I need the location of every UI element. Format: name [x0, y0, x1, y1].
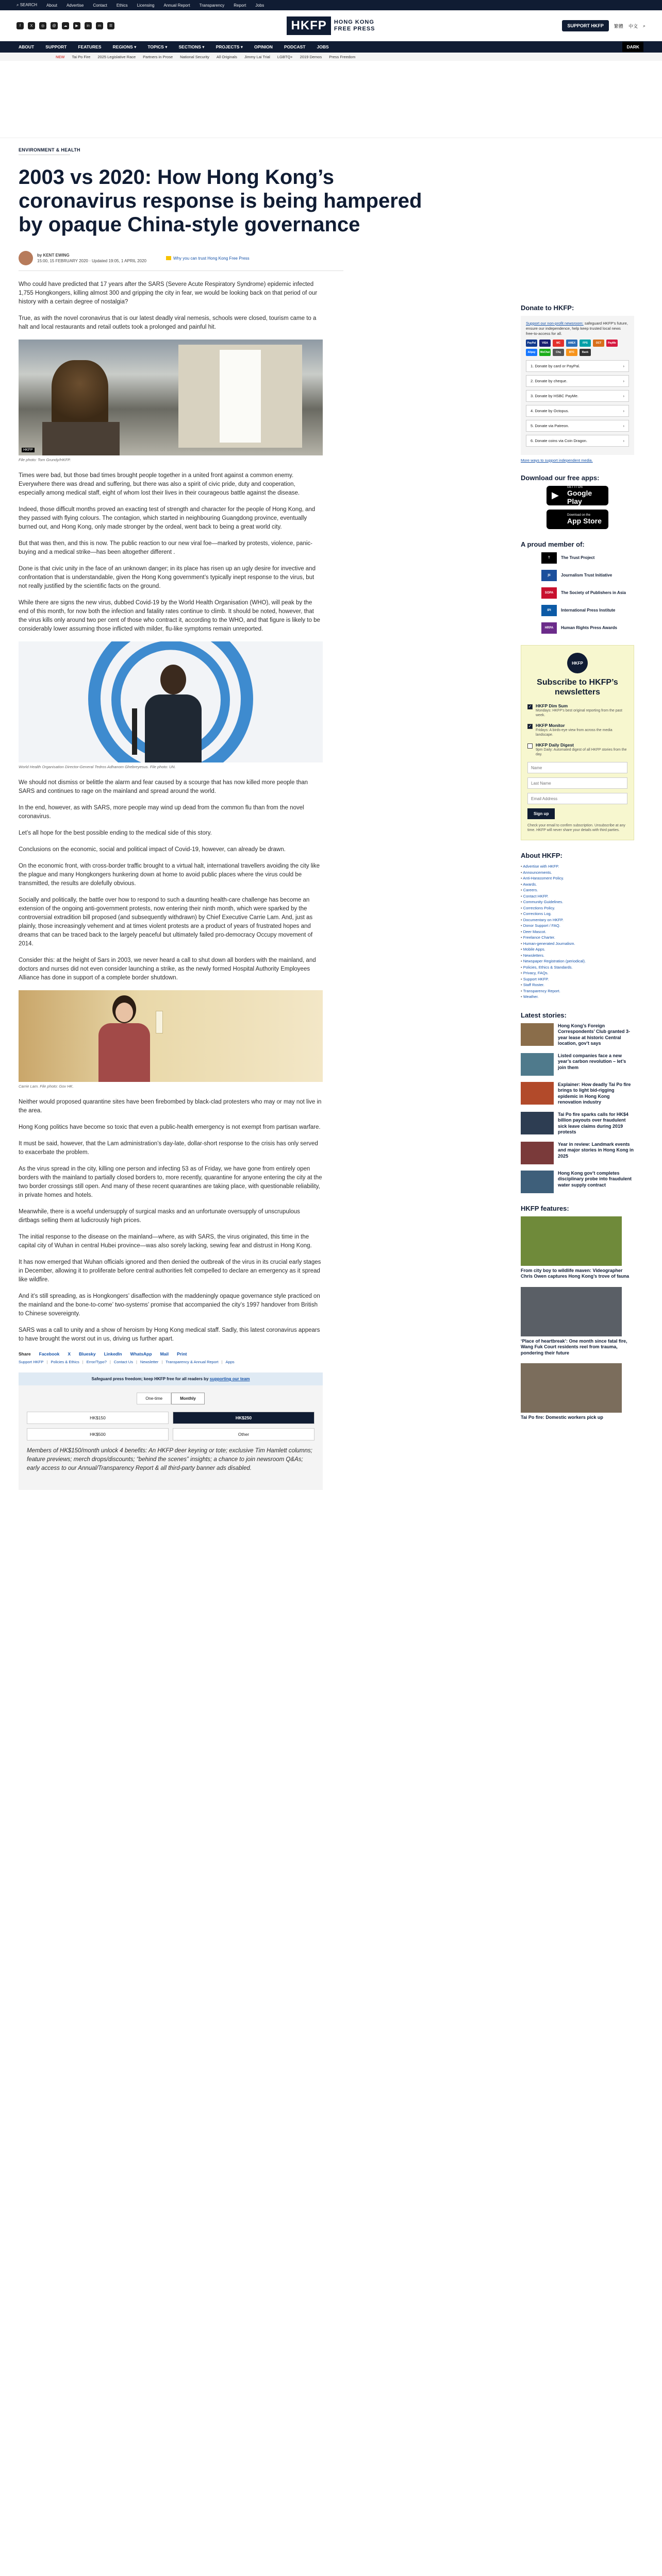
search-label: SEARCH — [20, 3, 38, 7]
donate-option-octopus[interactable] — [526, 405, 629, 417]
instagram-icon[interactable]: ◎ — [39, 22, 46, 29]
donate-option-coin[interactable] — [526, 435, 629, 447]
member-logo: HRPA — [541, 622, 557, 634]
photo-caption: World Health Organisation Director-General Tedros Adhanom Ghebreyesus. File photo: UN. — [19, 765, 176, 769]
paragraph: Conclusions on the economic, social and political impact of Covid-19, however, can already be drawn. — [19, 846, 286, 853]
amount-option[interactable]: HK$150 — [27, 1412, 169, 1424]
fps-icon: FPS — [580, 340, 591, 347]
about-link[interactable]: • Newsletters. — [521, 953, 634, 959]
story-thumbnail[interactable] — [521, 1023, 554, 1046]
about-link[interactable]: • Documentary on HKFP. — [521, 917, 634, 923]
share-facebook[interactable]: Facebook — [39, 1351, 60, 1357]
donate-text: safeguard HKFP’s future, ensure our independence, help keep trusted local news free-to-access for all. — [526, 321, 628, 336]
donate-option-label: 6. Donate coins via Coin Dragon. — [531, 438, 588, 443]
story-thumbnail[interactable] — [521, 1142, 554, 1164]
nav-jobs[interactable]: JOBS — [317, 44, 329, 49]
chevron-right-icon: › — [623, 438, 624, 443]
paragraph: As the virus spread in the city, killing one person and infecting 53 as of Friday, we have gone from entirely open borders with the mainland to partially closed borders to, more recently, quarantine for anyone entering the city at the two border crossings still open. And many of these recent quarantines are taking place, with questionable reliability, in private homes and hotels. — [19, 1166, 322, 1198]
article-body — [19, 271, 323, 1490]
utility-link-about[interactable]: About — [46, 3, 57, 8]
site-logo[interactable] — [287, 16, 375, 35]
about-list — [521, 863, 634, 1000]
app-store-badge[interactable] — [547, 510, 608, 529]
author-avatar[interactable] — [19, 251, 33, 265]
story-thumbnail[interactable] — [521, 1171, 554, 1193]
latest-story[interactable] — [521, 1112, 634, 1136]
search-link[interactable]: ⌕ SEARCH — [16, 3, 38, 7]
trust-icon — [166, 256, 171, 260]
signup-button[interactable]: Sign up — [527, 808, 555, 819]
amount-option[interactable]: HK$500 — [27, 1428, 169, 1440]
member-list — [521, 552, 634, 634]
nav-topics[interactable]: TOPICS ▾ — [147, 44, 168, 49]
story-title[interactable]: Hong Kong’s Foreign Correspondents’ Club granted 3-year lease at historic Central location, gov’t says — [558, 1023, 631, 1046]
site-header — [0, 10, 662, 41]
support-hkfp-button[interactable]: SUPPORT HKFP — [562, 20, 609, 31]
trending-link[interactable]: National Security — [180, 54, 209, 59]
donate-title: Donate to HKFP: — [521, 304, 574, 312]
newsletter-checkbox[interactable]: ✓ — [528, 704, 532, 709]
donate-description — [526, 321, 629, 336]
one-time-option[interactable]: One-time — [137, 1393, 171, 1404]
badge-big-text: Google Play — [567, 489, 592, 505]
ad-space — [0, 61, 662, 138]
header-actions — [375, 20, 646, 31]
monthly-option[interactable]: Monthly — [171, 1393, 205, 1404]
paragraph: Meanwhile, there is a woeful undersupply of surgical masks and an unfortunate oversupply of unscrupulous dirtbags selling them at ludicrously high prices. — [19, 1209, 300, 1224]
nav-regions[interactable]: REGIONS ▾ — [112, 44, 137, 49]
trending-bar — [0, 53, 662, 61]
member-logo: T — [541, 552, 557, 564]
feature-image[interactable] — [521, 1287, 622, 1336]
member-item[interactable] — [521, 622, 634, 634]
nav-sections[interactable]: SECTIONS ▾ — [178, 44, 205, 49]
youtube-icon[interactable]: ▶ — [73, 22, 80, 29]
utility-link-ethics[interactable]: Ethics — [116, 3, 128, 8]
amount-option-selected[interactable]: HK$250 — [173, 1412, 315, 1424]
trending-link[interactable]: Jimmy Lai Trial — [244, 54, 270, 59]
story-title[interactable]: Explainer: How deadly Tai Po fire brings to light bid-rigging epidemic in Hong Kong renovation industry — [558, 1081, 631, 1105]
share-mail[interactable]: Mail — [160, 1351, 169, 1357]
latest-story[interactable] — [521, 1171, 634, 1193]
author-name[interactable]: by KENT EWING — [37, 253, 70, 258]
utility-link-advertise[interactable]: Advertise — [66, 3, 84, 8]
member-logo: IPI — [541, 605, 557, 616]
paragraph: It must be said, however, that the Lam administration’s day-late, dollar-short response to the crisis has only served to exacerbate the problem. — [19, 1141, 318, 1156]
new-tag: NEW — [56, 54, 65, 59]
newsletter-options — [527, 703, 627, 757]
newsletter-name: HKFP Daily Digest — [536, 742, 574, 748]
about-link[interactable]: • Staff Roster. — [521, 982, 634, 988]
main-nav — [0, 41, 662, 53]
visa-icon: VISA — [539, 340, 551, 347]
trending-link[interactable]: LGBTQ+ — [277, 54, 293, 59]
photo-caption: Carrie Lam. File photo: Gov HK. — [19, 1084, 74, 1089]
latest-title: Latest stories: — [521, 1011, 567, 1019]
features-title: HKFP features: — [521, 1204, 569, 1212]
chevron-right-icon: › — [623, 364, 624, 368]
byline-dates: 15:00, 15 FEBRUARY 2020 · Updated 19:05, 1 APRIL 2020 — [37, 259, 147, 263]
utility-link-annual-report[interactable]: Annual Report — [163, 3, 190, 8]
donate-option-cheque[interactable] — [526, 375, 629, 387]
paragraph: True, as with the novel coronavirus that is our latest deadly viral nemesis, schools were closed, tourism came to a halt and local restaurants and retail outlets took a prolonged and painful hit. — [19, 315, 317, 330]
newsletter-name: HKFP Monitor — [536, 723, 565, 728]
article-headline: 2003 vs 2020: How Hong Kong’s coronavirus response is being hampered by opaque China-style governance — [19, 166, 422, 236]
rss-icon[interactable]: ☰ — [107, 22, 114, 29]
donate-option-patreon[interactable] — [526, 420, 629, 432]
google-play-badge[interactable] — [547, 486, 608, 505]
badge-small-text: Download on the — [567, 514, 591, 517]
member-item[interactable] — [521, 605, 634, 616]
figure-2 — [19, 641, 323, 769]
chevron-right-icon: › — [623, 423, 624, 428]
donate-option-label: 5. Donate via Patreon. — [531, 423, 569, 428]
member-logo: jti — [541, 570, 557, 581]
figure-3 — [19, 990, 323, 1089]
newsletter-desc: 9pm Daily: Automated digest of all HKFP stories from the day. — [536, 748, 627, 756]
about-link[interactable]: • Community Guidelines. — [521, 899, 634, 905]
about-title: About HKFP: — [521, 852, 562, 859]
article-header — [0, 138, 662, 271]
feature-title[interactable]: Tai Po fire: Domestic workers pick up — [521, 1415, 603, 1420]
donate-option-label: 1. Donate by card or PayPal. — [531, 364, 580, 368]
mastodon-icon[interactable]: m — [96, 22, 103, 29]
paragraph: It has now emerged that Wuhan officials ignored and then denied the outbreak of the virus in its crucial early stages in December, allowing it to proliferate before central authorities felt compelled to declare an emergency as it spread like wildfire. — [19, 1259, 321, 1283]
footer-link[interactable]: Apps — [225, 1360, 235, 1364]
latest-story[interactable] — [521, 1082, 634, 1106]
photo-caption: File photo: Tom Grundy/HKFP. — [19, 457, 71, 462]
utility-link-licensing[interactable]: Licensing — [137, 3, 155, 8]
newsletter-checkbox[interactable] — [527, 743, 533, 749]
newsletter-title: Subscribe to HKFP’s newsletters — [537, 678, 618, 697]
utility-bar — [0, 0, 662, 10]
share-print[interactable]: Print — [177, 1351, 187, 1357]
latest-widget — [521, 1011, 634, 1193]
logo-text — [334, 19, 375, 32]
apps-widget — [521, 474, 634, 529]
photo-credit-tag: HKFP — [22, 448, 35, 452]
facebook-icon[interactable]: f — [16, 22, 24, 29]
paragraph: Let’s all hope for the best possible ending to the medical side of this story. — [19, 830, 212, 836]
donate-option-label: 3. Donate by HSBC PayMe. — [531, 394, 578, 398]
latest-story[interactable] — [521, 1023, 634, 1047]
name-field[interactable] — [527, 762, 627, 773]
amount-options — [27, 1412, 315, 1440]
donate-link[interactable]: Support our non-profit newsroom: — [526, 321, 584, 326]
newsletter-desc: Fridays: A birds-eye view from across the media landscape. — [536, 728, 613, 737]
story-title[interactable]: Hong Kong gov’t completes disciplinary probe into fraudulent water supply contract — [558, 1170, 632, 1188]
sun-yat-sen-bust-photo[interactable] — [19, 340, 323, 455]
share-bluesky[interactable]: Bluesky — [78, 1351, 96, 1357]
about-link[interactable]: • Newspaper Registration (periodical). — [521, 958, 634, 964]
paragraph: Socially and politically, the battle over how to respond to such a daunting health-care challenge has become an extension of the ongoing anti-government protests, now entering their ninth month, which were sparked by the controversial extradition bill proposed (and subsequently withdrawn) by Chief Executive Carrie Lam. And, just as plainly, those increasingly vehement and at times violent protests are a product of years of frustrated hopes and dreams that can be traced back to the largely peaceful but ultimately failed pro-democracy Occupy movement of 2014. — [19, 897, 313, 947]
latest-story[interactable] — [521, 1053, 634, 1076]
byline — [19, 251, 359, 265]
nav-about[interactable]: ABOUT — [19, 44, 35, 49]
frequency-toggle — [27, 1393, 315, 1404]
trending-link[interactable]: 2025 Legislative Race — [97, 54, 136, 59]
paragraph: And it’s still spreading, as is Hongkongers’ disaffection with the maddeningly opaque governance style practiced on the mainland and the bone-to-come’ two-systems’ promise that accompanied the city’s 1997 handover from British to Chinese sovereignty. — [19, 1293, 320, 1317]
paragraph: SARS was a call to unity and a show of heroism by Hong Kong medical staff. Sadly, this latest coronavirus appears to have brought the worst out in us, driving us further apart. — [19, 1327, 320, 1342]
members-widget — [521, 540, 634, 634]
badge-big-text: App Store — [567, 517, 602, 525]
nav-podcast[interactable]: PODCAST — [284, 44, 306, 49]
footer-link[interactable]: Policies & Ethics — [51, 1360, 79, 1364]
tedros-photo[interactable] — [19, 641, 323, 762]
paragraph: In the end, however, as with SARS, more people may wind up dead from the common flu than from the novel coronavirus. — [19, 805, 304, 820]
email-field[interactable] — [527, 793, 627, 804]
footer-link[interactable]: Transparency & Annual Report — [166, 1360, 219, 1364]
about-link[interactable]: • Weather. — [521, 994, 634, 1000]
bluesky-icon[interactable]: ☁ — [62, 22, 69, 29]
story-thumbnail[interactable] — [521, 1053, 554, 1076]
trust-promo-link[interactable] — [166, 256, 250, 261]
paragraph: Who could have predicted that 17 years after the SARS (Severe Acute Respiratory Syndrome) epidemic infected 1,755 Hongkongers, killing almost 300 and gripping the city in fear, we would be looking back on that period of our history with a certain degree of nostalgia? — [19, 281, 318, 305]
paragraph: But that was then, and this is now. The public reaction to our new viral foe—marked by protests, violence, panic-buying and a medical strike—has been altogether different . — [19, 540, 312, 555]
x-icon[interactable]: X — [28, 22, 35, 29]
lang-chinese-link[interactable]: 中文 — [628, 23, 638, 29]
utility-link-jobs[interactable]: Jobs — [255, 3, 264, 8]
utility-link-transparency[interactable]: Transparency — [199, 3, 225, 8]
members-title: A proud member of: — [521, 540, 585, 548]
amex-icon: AMEX — [566, 340, 577, 347]
utility-link-report[interactable]: Report — [234, 3, 246, 8]
logo-text-line-1: HONG KONG — [334, 19, 374, 25]
mastercard-icon: MC — [553, 340, 564, 347]
newsletter-option[interactable] — [527, 742, 627, 757]
features-widget — [521, 1205, 634, 1421]
paragraph: We should not dismiss or belittle the alarm and fear caused by a scourge that has now killed more people than SARS and continues to rage on the mainland and spread around the world. — [19, 779, 308, 794]
paragraph: The initial response to the disease on the mainland—where, as with SARS, the virus originated, this time in the capital city of Wuhan in central Hubei province—was also sorely lacking, sewing fear and distrust in Hong Kong. — [19, 1234, 312, 1249]
share-row — [19, 1351, 323, 1357]
content-layout — [0, 271, 662, 1490]
about-link[interactable]: • Advertise with HKFP. — [521, 863, 634, 870]
support-banner-link[interactable]: supporting our team — [209, 1377, 250, 1381]
newsletter-name: HKFP Dim Sum — [536, 703, 568, 708]
member-name: International Press Institute — [561, 608, 616, 613]
story-title[interactable]: Year in review: Landmark events and major stories in Hong Kong in 2025 — [558, 1141, 634, 1159]
about-link[interactable]: • Mobile Apps. — [521, 946, 634, 953]
trust-promo-label: Why you can trust Hong Kong Free Press — [173, 256, 250, 261]
sidebar — [521, 271, 634, 1432]
paragraph: While there are signs the new virus, dubbed Covid-19 by the World Health Organisation (WHO), will peak by the end of this month, for now both the infection and fatality rates continue to climb. It should be noted, however, that the virus kills only around two per cent of those who contract it, according to the WHO, and that figure is likely to be considerably lower assuming those inflicted with milder, flu-like symptoms remain unreported. — [19, 600, 320, 632]
support-banner — [19, 1372, 323, 1385]
trending-link[interactable]: Partners in Prose — [143, 54, 173, 59]
member-name: The Society of Publishers in Asia — [561, 590, 626, 595]
feature-story[interactable] — [521, 1287, 634, 1357]
trending-link[interactable]: Tai Po Fire — [72, 54, 91, 59]
published-date: 15:00, 15 FEBRUARY 2020 — [37, 259, 88, 263]
newsletter-widget — [521, 645, 634, 840]
alipay-icon: Alipay — [526, 349, 537, 356]
nav-features[interactable]: FEATURES — [78, 44, 102, 49]
donate-widget — [521, 304, 634, 463]
footer-link[interactable]: Support HKFP — [19, 1360, 44, 1364]
member-name: Human Rights Press Awards — [561, 625, 617, 630]
about-link[interactable]: • Privacy, FAQs. — [521, 970, 634, 976]
trending-link[interactable]: All Originals — [216, 54, 237, 59]
bank-icon: Bank — [580, 349, 591, 356]
figure-1 — [19, 340, 323, 462]
about-widget — [521, 852, 634, 1000]
paragraph: Neither would proposed quarantine sites have been firebombed by black-clad protesters who may or may not live in the area. — [19, 1099, 322, 1114]
about-link[interactable]: • Policies, Ethics & Standards. — [521, 964, 634, 971]
about-link[interactable]: • Corrections Log. — [521, 911, 634, 917]
feature-title[interactable]: From city boy to wildlife maven: Videographer Chris Owen captures Hong Kong’s trove of fauna — [521, 1267, 630, 1279]
paragraph: Times were bad, but those bad times brought people together in a united front against a common enemy. Everywhere there was dread and suffering, but there was also a spirit of civic pride, duty and cooperation, especially among medical staff, eight of whom lost their lives in their courageous battle against the disease. — [19, 472, 300, 496]
about-link[interactable]: • Donor Support / FAQ. — [521, 923, 634, 929]
utility-link-contact[interactable]: Contact — [93, 3, 107, 8]
donate-option-card[interactable] — [526, 360, 629, 372]
logo-text-line-2: FREE PRESS — [334, 26, 375, 32]
donation-widget — [19, 1385, 323, 1490]
about-link[interactable]: • Support HKFP. — [521, 976, 634, 982]
feature-story[interactable] — [521, 1216, 634, 1280]
article-category[interactable]: ENVIRONMENT & HEALTH — [19, 147, 80, 152]
share-label: Share — [19, 1351, 31, 1357]
dark-mode-toggle[interactable]: DARK — [622, 42, 643, 52]
newsletter-checkbox[interactable]: ✓ — [528, 724, 532, 728]
latest-story[interactable] — [521, 1142, 634, 1164]
more-ways-link[interactable]: More ways to support independent media. — [521, 458, 593, 463]
lang-traditional-link[interactable]: 繁體 — [614, 23, 623, 29]
paragraph: Indeed, those difficult months proved an exacting test of strength and character for the people of Hong Kong, and they passed with flying colours. The contagion, which started in neighbouring Guangdong province, eventually burned out, and Hong Kong, only made stronger by the ordeal, went back to being a great world city. — [19, 506, 316, 530]
about-link[interactable]: • Corrections Policy. — [521, 905, 634, 911]
about-link[interactable]: • Careers. — [521, 887, 634, 893]
byline-text — [37, 252, 146, 264]
nav-opinion[interactable]: OPINION — [254, 44, 273, 49]
play-store-icon: ▶ — [552, 490, 559, 500]
footer-link[interactable]: Newsletter — [140, 1360, 159, 1364]
last-name-field[interactable] — [527, 777, 627, 789]
newsletter-note: Check your email to confirm subscription. Unsubscribe at any time. HKFP will never share your details with third parties. — [527, 824, 625, 832]
members-note: Members of HK$150/month unlock 4 benefits: An HKFP deer keyring or tote; exclusive Tim Hamlett columns; feature previews; merch drops/discounts; “behind the scenes” insights; a chance to join newsroom Q&As; early access to our Annual/Transparency Report & all third-party banner ads disabled. — [27, 1448, 312, 1471]
donate-option-payme[interactable] — [526, 390, 629, 402]
story-title[interactable]: Listed companies face a new year’s carbon revolution – let’s join them — [558, 1053, 626, 1070]
feature-story[interactable] — [521, 1363, 634, 1421]
feature-image[interactable] — [521, 1363, 622, 1413]
about-link[interactable]: • Contact HKFP. — [521, 893, 634, 900]
member-item[interactable] — [521, 587, 634, 599]
about-link[interactable]: • Awards. — [521, 882, 634, 888]
support-banner-text: Safeguard press freedom; keep HKFP free for all readers by — [91, 1377, 209, 1381]
feature-image[interactable] — [521, 1216, 622, 1266]
story-title[interactable]: Tai Po fire sparks calls for HK$4 billion payouts over fraudulent sick leave claims during 2019 protests — [558, 1111, 628, 1134]
paypal-icon: PayPal — [526, 340, 537, 347]
trending-link[interactable]: 2019 Demos — [300, 54, 322, 59]
linkedin-icon[interactable]: in — [85, 22, 92, 29]
newsletter-option[interactable] — [527, 723, 627, 737]
article-footer-links: Support HKFP | Policies & Ethics | Error/Typo? | Contact Us | Newsletter | Transparency & Annual Report | Apps — [19, 1360, 235, 1364]
payme-icon: PayMe — [606, 340, 618, 347]
coin-icon: BTC — [566, 349, 577, 356]
cheque-icon: Chq — [553, 349, 564, 356]
donate-option-label: 2. Donate by cheque. — [531, 379, 568, 383]
story-thumbnail[interactable] — [521, 1082, 554, 1105]
paragraph: Consider this: at the height of Sars in 2003, we never heard a call to shut down all borders with the mainland, and doctors and nurses did not even consider launching a strike, as the newly formed Hospital Authority Employees Alliance has done in support of a complete border shutdown. — [19, 957, 316, 981]
footer-link[interactable]: Contact Us — [113, 1360, 133, 1364]
amount-option-other[interactable]: Other — [173, 1428, 315, 1440]
donate-box — [521, 316, 634, 455]
member-item[interactable] — [521, 570, 634, 581]
chevron-right-icon: › — [623, 379, 624, 383]
paragraph: Hong Kong politics have become so toxic that even a public-health emergency is not exempt from partisan warfare. — [19, 1124, 321, 1130]
paragraph: On the economic front, with cross-border traffic brought to a virtual halt, international travellers avoiding the city like the plague and many Hongkongers hunkering down at home to avoid public places where the virus could be transmitted, the results are dolefully obvious. — [19, 863, 320, 887]
about-link[interactable]: • Deer Mascot. — [521, 929, 634, 935]
story-thumbnail[interactable] — [521, 1112, 554, 1134]
newsletter-logo: HKFP — [567, 653, 588, 673]
apps-title: Download our free apps: — [521, 474, 600, 482]
latest-list — [521, 1023, 634, 1193]
newsletter-desc: Mondays: HKFP’s best original reporting from the past week. — [536, 709, 622, 717]
threads-icon[interactable]: @ — [51, 22, 58, 29]
social-links — [16, 22, 287, 29]
newsletter-option-text — [536, 742, 627, 757]
share-x[interactable]: X — [68, 1351, 71, 1357]
logo-mark: HKFP — [287, 16, 330, 35]
octopus-icon: OCT — [593, 340, 604, 347]
trending-link[interactable]: Press Freedom — [329, 54, 356, 59]
chevron-right-icon: › — [623, 409, 624, 413]
about-link[interactable]: • Announcements. — [521, 870, 634, 876]
chevron-right-icon: › — [623, 394, 624, 398]
share-linkedin[interactable]: LinkedIn — [104, 1351, 122, 1357]
search-icon[interactable]: ⌕ — [642, 23, 646, 28]
newsletter-option-text — [536, 703, 627, 718]
features-list — [521, 1216, 634, 1421]
about-link[interactable]: • Human-generated Journalism. — [521, 941, 634, 947]
footer-link[interactable]: Error/Typo? — [86, 1360, 107, 1364]
about-link[interactable]: • Anti-Harassment Policy. — [521, 875, 634, 882]
member-logo: SOPA — [541, 587, 557, 599]
newsletter-option-text — [536, 723, 627, 737]
share-whatsapp[interactable]: WhatsApp — [130, 1351, 152, 1357]
wechat-icon: WeChat — [539, 349, 551, 356]
member-name: Journalism Trust Initiative — [561, 573, 613, 578]
nav-projects[interactable]: PROJECTS ▾ — [216, 44, 243, 49]
paragraph: Done is that civic unity in the face of an unknown danger; in its place has risen up an ugly desire for invective and confrontation that is understandable, given the Hong Kong government’s typically inept response to the virus, but not really justified by the scientific facts on the ground. — [19, 566, 316, 589]
feature-title[interactable]: ‘Place of heartbreak’: One month since fatal fire, Wang Fuk Court residents reel from trauma, pondering their future — [521, 1338, 627, 1355]
payment-icons — [526, 340, 629, 356]
newsletter-option[interactable] — [527, 703, 627, 718]
donate-option-label: 4. Donate by Octopus. — [531, 409, 569, 413]
about-link[interactable]: • Freelance Charter. — [521, 935, 634, 941]
updated-date: Updated 19:05, 1 APRIL 2020 — [92, 259, 147, 263]
member-item[interactable] — [521, 552, 634, 564]
carrie-lam-photo[interactable] — [19, 990, 323, 1082]
nav-support[interactable]: SUPPORT — [45, 44, 67, 49]
badge-small-text: GET IT ON — [567, 486, 583, 489]
about-link[interactable]: • Transparency Report. — [521, 988, 634, 994]
member-name: The Trust Project — [561, 555, 595, 560]
